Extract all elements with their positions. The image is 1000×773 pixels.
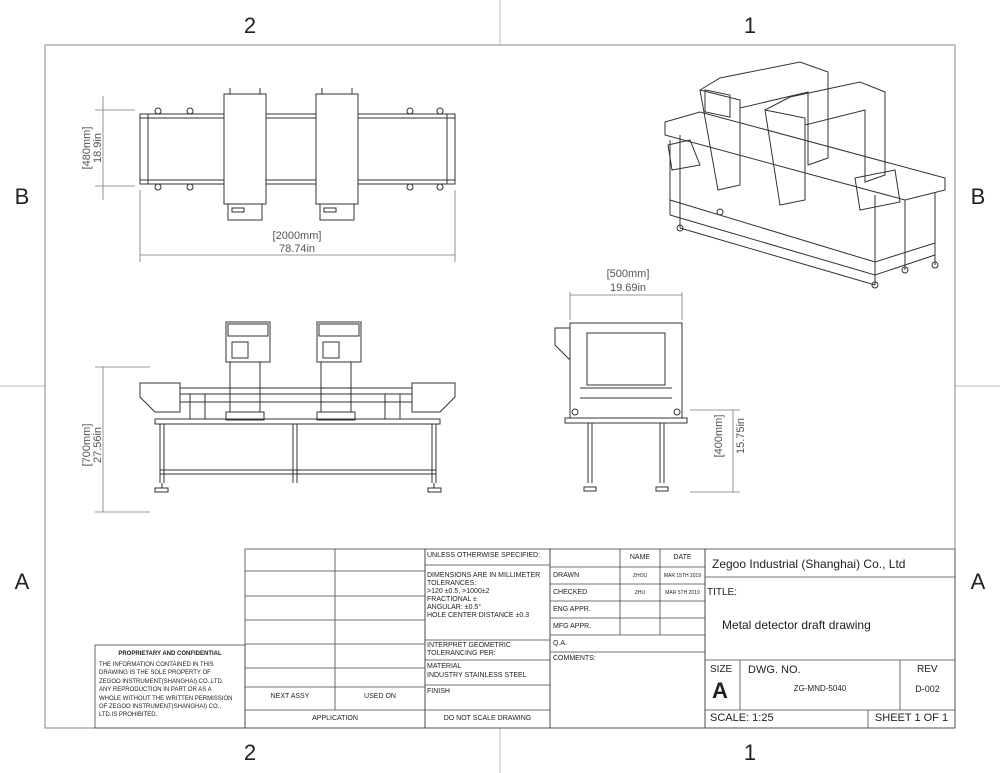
top-height-in: 18.9in bbox=[92, 133, 104, 163]
drawing-title: Metal detector draft drawing bbox=[722, 618, 871, 632]
rev-label: REV bbox=[917, 664, 938, 675]
do-not-scale: DO NOT SCALE DRAWING bbox=[443, 715, 532, 722]
approval-label: Q.A. bbox=[553, 640, 568, 647]
spec-line: TOLERANCING PER: bbox=[427, 650, 496, 657]
used-on-label: USED ON bbox=[364, 693, 396, 700]
spec-line: TOLERANCES: bbox=[427, 580, 477, 587]
finish-label: FINISH bbox=[427, 688, 450, 695]
spec-line: FRACTIONAL ± bbox=[427, 596, 477, 603]
approval-name: ZHU bbox=[634, 590, 646, 596]
spec-line: >120 ±0.5, >1000±2 bbox=[427, 588, 490, 595]
unless-specified: UNLESS OTHERWISE SPECIFIED: bbox=[427, 552, 541, 559]
dimension-tolerances bbox=[427, 572, 540, 620]
front-height-mm: [700mm] bbox=[81, 423, 93, 467]
approval-name: ZHOU bbox=[632, 573, 648, 579]
approval-label: ENG APPR. bbox=[553, 606, 591, 613]
approval-label: CHECKED bbox=[553, 589, 588, 596]
spec-line: MATERIAL bbox=[427, 663, 462, 670]
scale-label: SCALE: 1:25 bbox=[710, 712, 774, 724]
proprietary-line: DRAWING IS THE SOLE PROPERTY OF bbox=[99, 670, 211, 677]
interpret-geometric bbox=[427, 642, 511, 658]
zone-row-a-right: A bbox=[970, 569, 986, 594]
spec-line: HOLE CENTER DISTANCE ±0.3 bbox=[427, 612, 530, 619]
proprietary-line: THE INFORMATION CONTAINED IN THIS bbox=[99, 662, 214, 668]
company-name: Zegoo Industrial (Shanghai) Co., Ltd bbox=[712, 557, 906, 571]
material-info bbox=[427, 662, 527, 680]
zone-row-a-left: A bbox=[14, 569, 30, 594]
spec-line: INDUSTRY STAINLESS STEEL bbox=[427, 672, 527, 679]
zone-row-b-right: B bbox=[970, 184, 986, 209]
size-label: SIZE bbox=[710, 664, 733, 675]
rev-value: D-002 bbox=[915, 684, 940, 694]
spec-line: INTERPRET GEOMETRIC bbox=[427, 642, 511, 649]
approval-date: MAR 15TH 2019 bbox=[663, 573, 702, 579]
proprietary-line: WHOLE WITHOUT THE WRITTEN PERMISSION bbox=[99, 695, 233, 702]
front-height-in: 27.56in bbox=[92, 426, 104, 464]
approval-date: MAR 5TH 2019 bbox=[665, 590, 700, 596]
side-width-mm: [500mm] bbox=[606, 268, 650, 280]
spec-line: DIMENSIONS ARE IN MILLIMETER bbox=[427, 572, 541, 579]
proprietary-line: LTD.IS PROHIBITED. bbox=[99, 712, 158, 719]
proprietary-box bbox=[95, 645, 245, 728]
proprietary-heading: PROPRIETARY AND CONFIDENTIAL bbox=[118, 651, 222, 657]
title-label: TITLE: bbox=[707, 587, 738, 598]
side-width-in: 19.69in bbox=[609, 282, 647, 294]
zone-col-1-top: 1 bbox=[743, 13, 757, 38]
zone-col-2-top: 2 bbox=[243, 13, 257, 38]
side-height-in: 15.75in bbox=[735, 417, 747, 455]
top-height-mm: [480mm] bbox=[81, 126, 93, 170]
zone-row-b-left: B bbox=[14, 184, 30, 209]
zone-col-1-bottom: 1 bbox=[743, 740, 757, 765]
comments-label: COMMENTS: bbox=[553, 655, 596, 662]
top-width-mm: [2000mm] bbox=[272, 230, 322, 242]
proprietary-line: ANY REPRODUCTION IN PART OR AS A bbox=[99, 687, 212, 694]
dwg-no-label: DWG. NO. bbox=[748, 664, 801, 676]
application-label: APPLICATION bbox=[312, 715, 358, 722]
spec-line: ANGULAR: ±0.5° bbox=[427, 604, 482, 611]
dwg-no-value: ZG-MND-5040 bbox=[793, 684, 847, 693]
sheet-label: SHEET 1 OF 1 bbox=[874, 712, 949, 724]
approval-label: DRAWN bbox=[553, 572, 580, 579]
next-assy-label: NEXT ASSY bbox=[270, 693, 310, 700]
date-header: DATE bbox=[673, 554, 692, 561]
zone-col-2-bottom: 2 bbox=[243, 740, 257, 765]
top-width-in: 78.74in bbox=[278, 243, 316, 255]
side-height-mm: [400mm] bbox=[713, 414, 725, 458]
size-value: A bbox=[712, 678, 728, 703]
proprietary-line: ZEGOO INSTRUMENT(SHANGHAI) CO.,LTD. bbox=[99, 678, 224, 685]
proprietary-line: OF ZEGOO INSTRUMENT(SHANGHAI) CO., bbox=[99, 704, 222, 711]
proprietary-text bbox=[99, 661, 245, 720]
name-header: NAME bbox=[629, 554, 651, 561]
approval-label: MFG APPR. bbox=[553, 623, 592, 630]
